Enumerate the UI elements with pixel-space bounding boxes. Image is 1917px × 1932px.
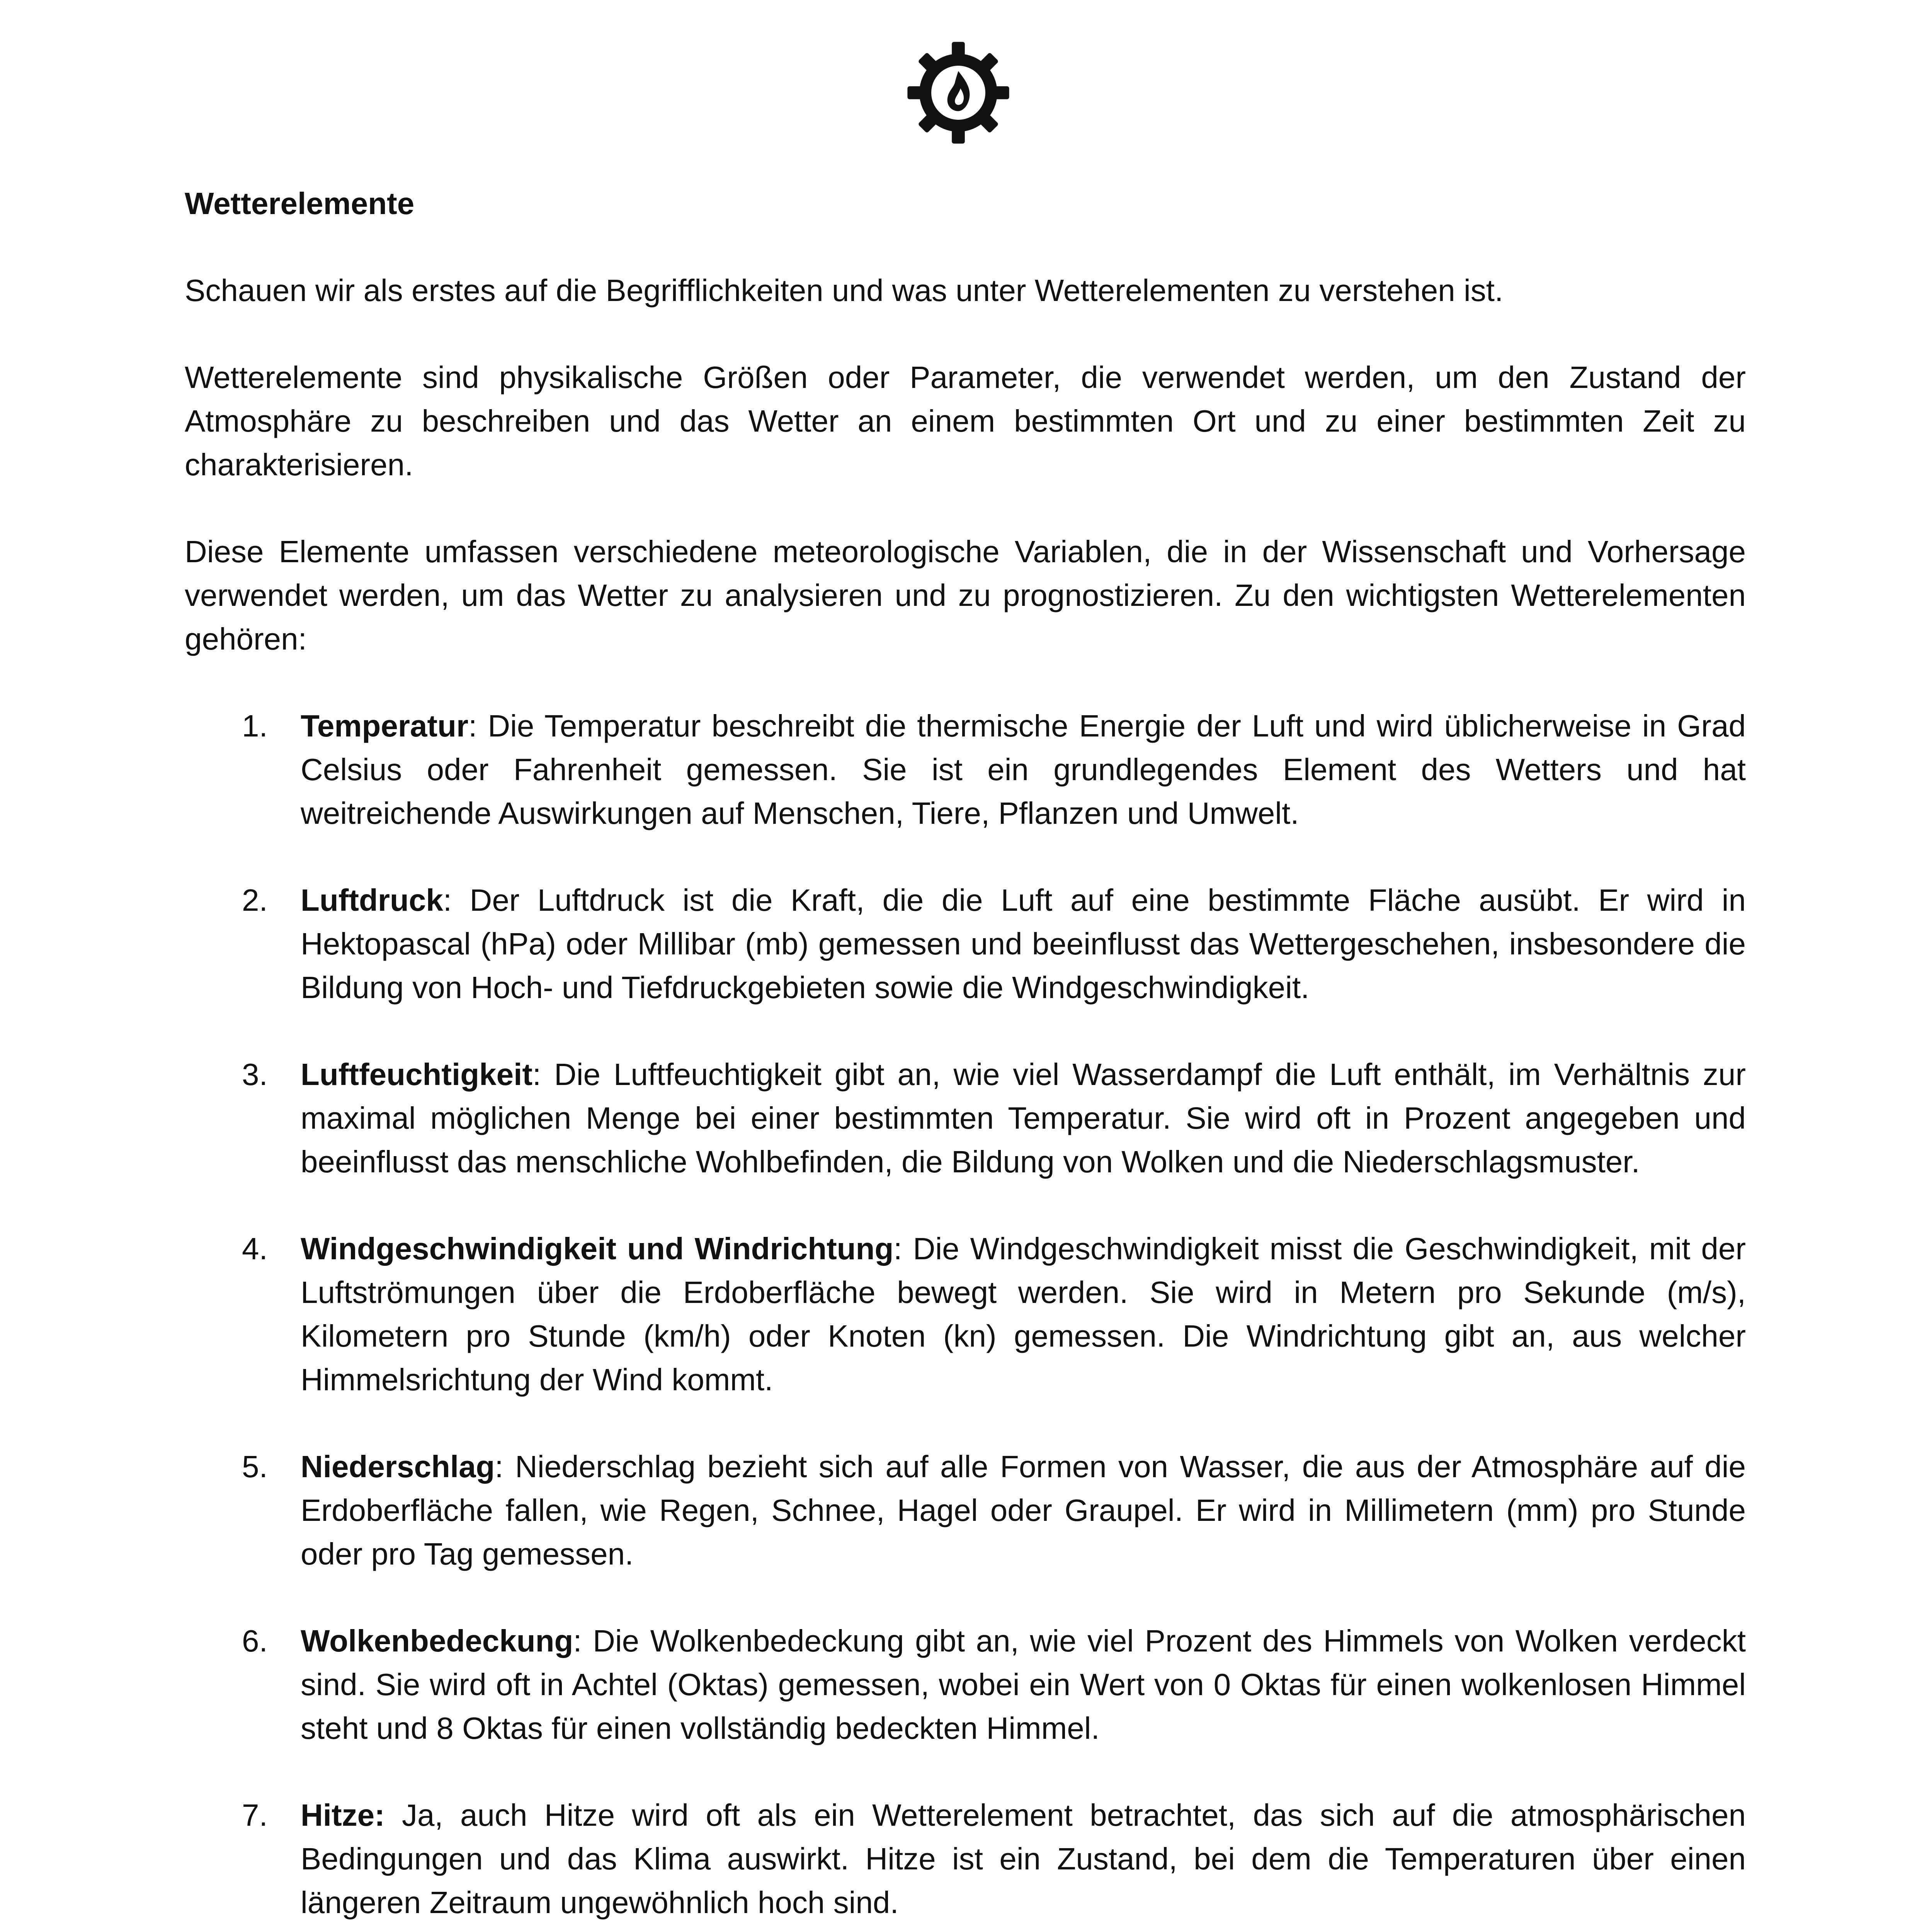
list-item-text: : Die Temperatur beschreibt die thermische Energie der Luft und wird üblicherweise in Grad Celsius oder Fahrenheit gemessen. Sie ist ein grundlegendes Element des Wetters und hat weitreichende Auswirkungen auf Menschen, Tiere, Pflanzen und Umwelt. <box>301 709 1746 830</box>
list-item <box>185 1445 1746 1576</box>
section-heading: Wetterelemente <box>185 186 415 221</box>
list-item-term: Luftfeuchtigkeit <box>301 1057 532 1092</box>
list-item-text: : Niederschlag bezieht sich auf alle Formen von Wasser, die aus der Atmosphäre auf die Erdoberfläche fallen, wie Regen, Schnee, Hagel oder Graupel. Er wird in Millimetern (mm) pro Stunde oder pro Tag gemessen. <box>301 1449 1746 1571</box>
list-item-number: 6. <box>242 1624 268 1658</box>
list-item-term: Luftdruck <box>301 883 443 917</box>
list-item <box>185 1053 1746 1184</box>
list-item-term: Wolkenbedeckung <box>301 1624 573 1658</box>
overview-paragraph: Diese Elemente umfassen verschiedene meteorologische Variablen, die in der Wissenschaft und Vorhersage verwendet werden, um das Wetter zu analysieren und zu prognostizieren. Zu den wichtigsten Wetterelementen gehören: <box>185 534 1746 656</box>
list-item-term: Temperatur <box>301 709 469 743</box>
list-item <box>185 878 1746 1009</box>
list-item-term: Niederschlag <box>301 1449 495 1484</box>
list-item-text: : Die Wolkenbedeckung gibt an, wie viel Prozent des Himmels von Wolken verdeckt sind. Sie wird oft in Achtel (Oktas) gemessen, wobei ein Wert von 0 Oktas für einen wolkenlosen Himmel steht und 8 Oktas für einen vollständig bedeckten Himmel. <box>301 1624 1746 1745</box>
list-item-number: 1. <box>242 709 268 743</box>
list-item-number: 3. <box>242 1057 268 1092</box>
list-item <box>185 1227 1746 1401</box>
list-item <box>185 704 1746 835</box>
definition-paragraph: Wetterelemente sind physikalische Größen oder Parameter, die verwendet werden, um den Zustand der Atmosphäre zu beschreiben und das Wetter an einem bestimmten Ort und zu einer bestimmten Zeit zu charakterisieren. <box>185 360 1746 482</box>
list-item-number: 5. <box>242 1449 268 1484</box>
list-item-text: Ja, auch Hitze wird oft als ein Wetterelement betrachtet, das sich auf die atmosphärischen Bedingungen und das Klima auswirkt. Hitze ist ein Zustand, bei dem die Temperaturen über einen längeren Zeitraum ungewöhnlich hoch sind. <box>301 1798 1746 1920</box>
intro-paragraph: Schauen wir als erstes auf die Begrifflichkeiten und was unter Wetterelementen zu verstehen ist. <box>185 273 1504 308</box>
weather-elements-list <box>185 704 1746 1924</box>
list-item <box>185 1619 1746 1750</box>
list-item <box>185 1793 1746 1924</box>
list-item-text: : Der Luftdruck ist die Kraft, die die Luft auf eine bestimmte Fläche ausübt. Er wird in Hektopascal (hPa) oder Millibar (mb) gemessen und beeinflusst das Wettergeschehen, insbesondere die Bildung von Hoch- und Tiefdruckgebieten sowie die Windgeschwindigkeit. <box>301 883 1746 1005</box>
document-body <box>185 182 1746 1932</box>
list-item-number: 7. <box>242 1798 268 1832</box>
list-item-number: 4. <box>242 1231 268 1266</box>
list-item-term: Hitze: <box>301 1798 385 1832</box>
list-item-term: Windgeschwindigkeit und Windrichtung <box>301 1231 894 1266</box>
gear-with-flame-icon <box>904 39 1012 147</box>
list-item-text: : Die Windgeschwindigkeit misst die Geschwindigkeit, mit der Luftströmungen über die Erdoberfläche bewegt werden. Sie wird in Metern pro Sekunde (m/s), Kilometern pro Stunde (km/h) oder Knoten (kn) gemessen. Die Windrichtung gibt an, aus welcher Himmelsrichtung der Wind kommt. <box>301 1231 1746 1397</box>
list-item-number: 2. <box>242 883 268 917</box>
list-item-text: : Die Luftfeuchtigkeit gibt an, wie viel Wasserdampf die Luft enthält, im Verhältnis zur maximal möglichen Menge bei einer bestimmten Temperatur. Sie wird oft in Prozent angegeben und beeinflusst das menschliche Wohlbefinden, die Bildung von Wolken und die Niederschlagsmuster. <box>301 1057 1746 1179</box>
